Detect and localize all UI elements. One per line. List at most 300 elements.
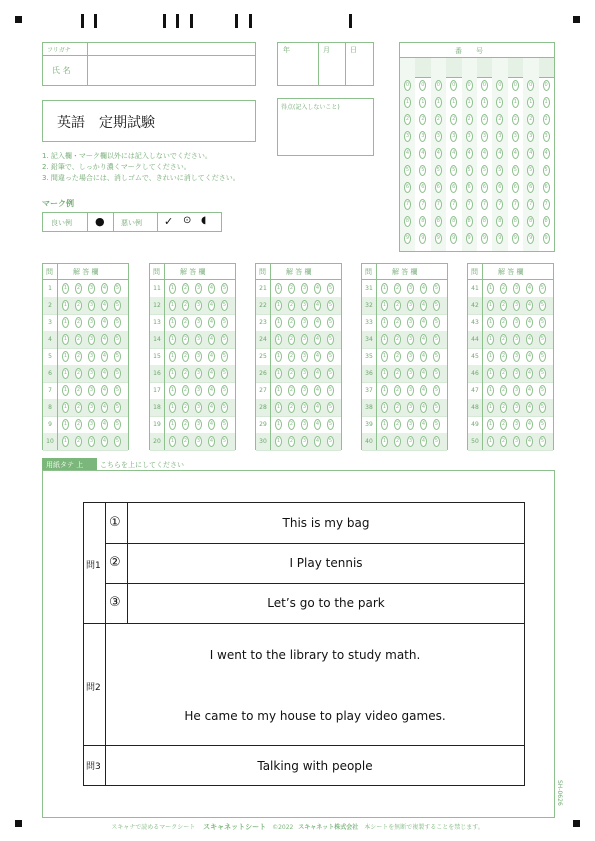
answer-bubble[interactable]: 5 [539, 436, 546, 447]
answer-bubble[interactable]: 1 [275, 317, 282, 328]
answer-bubble[interactable]: 3 [88, 402, 95, 413]
answer-bubble[interactable]: 2 [394, 402, 401, 413]
number-bubble[interactable]: 4 [419, 148, 426, 159]
answer-bubble[interactable]: 1 [381, 351, 388, 362]
answer-bubble[interactable]: 1 [487, 385, 494, 396]
number-bubble[interactable]: 9 [481, 233, 488, 244]
answer-bubble[interactable]: 5 [539, 419, 546, 430]
number-bubble[interactable]: 2 [543, 114, 550, 125]
answer-bubble[interactable]: 4 [420, 436, 427, 447]
answer-bubble[interactable]: 3 [407, 385, 414, 396]
answer-bubble[interactable]: 5 [327, 283, 334, 294]
number-bubble[interactable]: 6 [543, 182, 550, 193]
answer-bubble[interactable]: 1 [169, 436, 176, 447]
number-bubble[interactable]: 9 [419, 233, 426, 244]
answer-bubble[interactable]: 3 [513, 385, 520, 396]
number-bubble[interactable]: 9 [543, 233, 550, 244]
number-bubble[interactable]: 2 [496, 114, 503, 125]
answer-bubble[interactable]: 1 [487, 334, 494, 345]
number-bubble[interactable]: 5 [496, 165, 503, 176]
number-bubble[interactable]: 7 [543, 199, 550, 210]
answer-bubble[interactable]: 1 [169, 317, 176, 328]
number-bubble[interactable]: 4 [435, 148, 442, 159]
number-bubble[interactable]: 7 [527, 199, 534, 210]
answer-bubble[interactable]: 3 [301, 436, 308, 447]
answer-bubble[interactable]: 2 [394, 419, 401, 430]
answer-bubble[interactable]: 3 [88, 419, 95, 430]
number-bubble[interactable]: 1 [419, 97, 426, 108]
answer-bubble[interactable]: 2 [394, 385, 401, 396]
answer-bubble[interactable]: 2 [500, 351, 507, 362]
answer-bubble[interactable]: 5 [539, 283, 546, 294]
answer-bubble[interactable]: 5 [114, 368, 121, 379]
answer-bubble[interactable]: 2 [288, 368, 295, 379]
answer-bubble[interactable]: 2 [182, 385, 189, 396]
answer-bubble[interactable]: 2 [500, 368, 507, 379]
number-bubble[interactable]: 8 [450, 216, 457, 227]
answer-bubble[interactable]: 4 [101, 436, 108, 447]
answer-bubble[interactable]: 3 [88, 317, 95, 328]
answer-bubble[interactable]: 1 [275, 283, 282, 294]
answer-bubble[interactable]: 1 [381, 419, 388, 430]
answer-bubble[interactable]: 5 [433, 402, 440, 413]
answer-bubble[interactable]: 4 [208, 436, 215, 447]
answer-bubble[interactable]: 1 [487, 419, 494, 430]
answer-bubble[interactable]: 4 [420, 402, 427, 413]
answer-bubble[interactable]: 4 [526, 317, 533, 328]
number-bubble[interactable]: 3 [466, 131, 473, 142]
answer-bubble[interactable]: 5 [114, 300, 121, 311]
answer-bubble[interactable]: 3 [513, 334, 520, 345]
answer-bubble[interactable]: 2 [394, 283, 401, 294]
number-bubble[interactable]: 3 [527, 131, 534, 142]
answer-bubble[interactable]: 5 [327, 368, 334, 379]
number-bubble[interactable]: 6 [512, 182, 519, 193]
answer-bubble[interactable]: 4 [314, 402, 321, 413]
answer-bubble[interactable]: 2 [75, 317, 82, 328]
answer-bubble[interactable]: 5 [221, 436, 228, 447]
number-bubble[interactable]: 5 [450, 165, 457, 176]
answer-bubble[interactable]: 3 [513, 402, 520, 413]
answer-bubble[interactable]: 4 [314, 351, 321, 362]
number-bubble[interactable]: 8 [543, 216, 550, 227]
answer-bubble[interactable]: 2 [75, 351, 82, 362]
answer-bubble[interactable]: 2 [500, 385, 507, 396]
answer-bubble[interactable]: 1 [487, 283, 494, 294]
number-bubble[interactable]: 6 [404, 182, 411, 193]
answer-bubble[interactable]: 5 [221, 385, 228, 396]
answer-bubble[interactable]: 2 [75, 385, 82, 396]
number-bubble[interactable]: 0 [496, 80, 503, 91]
answer-bubble[interactable]: 2 [288, 402, 295, 413]
answer-bubble[interactable]: 4 [208, 402, 215, 413]
answer-bubble[interactable]: 4 [526, 351, 533, 362]
answer-bubble[interactable]: 4 [420, 283, 427, 294]
answer-bubble[interactable]: 1 [169, 351, 176, 362]
answer-bubble[interactable]: 3 [407, 419, 414, 430]
answer-bubble[interactable]: 2 [182, 317, 189, 328]
answer-bubble[interactable]: 3 [195, 368, 202, 379]
answer-bubble[interactable]: 1 [487, 300, 494, 311]
number-bubble[interactable]: 0 [450, 80, 457, 91]
answer-bubble[interactable]: 1 [381, 283, 388, 294]
answer-bubble[interactable]: 2 [182, 368, 189, 379]
number-bubble[interactable]: 1 [404, 97, 411, 108]
answer-bubble[interactable]: 5 [114, 351, 121, 362]
answer-bubble[interactable]: 4 [420, 334, 427, 345]
number-bubble[interactable]: 1 [481, 97, 488, 108]
number-bubble[interactable]: 4 [404, 148, 411, 159]
answer-bubble[interactable]: 3 [195, 402, 202, 413]
number-bubble[interactable]: 7 [481, 199, 488, 210]
answer-bubble[interactable]: 3 [195, 283, 202, 294]
number-bubble[interactable]: 2 [404, 114, 411, 125]
answer-bubble[interactable]: 1 [487, 402, 494, 413]
number-bubble[interactable]: 8 [435, 216, 442, 227]
answer-bubble[interactable]: 4 [101, 385, 108, 396]
number-bubble[interactable]: 3 [496, 131, 503, 142]
answer-bubble[interactable]: 3 [195, 351, 202, 362]
number-bubble[interactable]: 2 [481, 114, 488, 125]
answer-bubble[interactable]: 4 [526, 334, 533, 345]
answer-bubble[interactable]: 1 [381, 402, 388, 413]
number-bubble[interactable]: 6 [481, 182, 488, 193]
answer-bubble[interactable]: 4 [314, 436, 321, 447]
answer-bubble[interactable]: 2 [75, 436, 82, 447]
number-bubble[interactable]: 9 [404, 233, 411, 244]
answer-bubble[interactable]: 3 [513, 317, 520, 328]
answer-bubble[interactable]: 5 [221, 368, 228, 379]
answer-bubble[interactable]: 1 [62, 351, 69, 362]
answer-bubble[interactable]: 1 [62, 385, 69, 396]
answer-bubble[interactable]: 3 [301, 419, 308, 430]
number-bubble[interactable]: 9 [450, 233, 457, 244]
answer-bubble[interactable]: 3 [195, 334, 202, 345]
answer-bubble[interactable]: 2 [288, 419, 295, 430]
number-bubble[interactable]: 2 [419, 114, 426, 125]
answer-bubble[interactable]: 2 [75, 368, 82, 379]
answer-bubble[interactable]: 1 [275, 436, 282, 447]
answer-bubble[interactable]: 4 [314, 317, 321, 328]
answer-bubble[interactable]: 5 [539, 351, 546, 362]
answer-bubble[interactable]: 3 [88, 300, 95, 311]
answer-bubble[interactable]: 4 [101, 334, 108, 345]
answer-bubble[interactable]: 4 [314, 385, 321, 396]
number-bubble[interactable]: 1 [466, 97, 473, 108]
answer-bubble[interactable]: 4 [420, 317, 427, 328]
answer-bubble[interactable]: 2 [500, 283, 507, 294]
answer-bubble[interactable]: 4 [208, 351, 215, 362]
answer-bubble[interactable]: 4 [420, 368, 427, 379]
number-bubble[interactable]: 2 [527, 114, 534, 125]
answer-bubble[interactable]: 4 [420, 351, 427, 362]
answer-bubble[interactable]: 5 [221, 334, 228, 345]
answer-bubble[interactable]: 1 [275, 300, 282, 311]
answer-bubble[interactable]: 5 [433, 300, 440, 311]
answer-bubble[interactable]: 5 [221, 351, 228, 362]
answer-bubble[interactable]: 1 [487, 368, 494, 379]
answer-bubble[interactable]: 5 [539, 300, 546, 311]
answer-bubble[interactable]: 4 [420, 300, 427, 311]
number-bubble[interactable]: 7 [496, 199, 503, 210]
number-bubble[interactable]: 5 [404, 165, 411, 176]
answer-bubble[interactable]: 5 [221, 300, 228, 311]
answer-bubble[interactable]: 3 [195, 436, 202, 447]
answer-bubble[interactable]: 4 [208, 300, 215, 311]
answer-bubble[interactable]: 4 [208, 334, 215, 345]
answer-bubble[interactable]: 2 [288, 300, 295, 311]
answer-bubble[interactable]: 5 [433, 385, 440, 396]
answer-bubble[interactable]: 5 [327, 351, 334, 362]
number-bubble[interactable]: 9 [527, 233, 534, 244]
answer-bubble[interactable]: 4 [420, 385, 427, 396]
answer-bubble[interactable]: 1 [169, 368, 176, 379]
number-bubble[interactable]: 0 [543, 80, 550, 91]
number-bubble[interactable]: 0 [512, 80, 519, 91]
answer-bubble[interactable]: 2 [182, 351, 189, 362]
answer-bubble[interactable]: 2 [288, 283, 295, 294]
answer-bubble[interactable]: 1 [62, 334, 69, 345]
number-bubble[interactable]: 4 [527, 148, 534, 159]
number-bubble[interactable]: 2 [435, 114, 442, 125]
answer-bubble[interactable]: 1 [275, 385, 282, 396]
answer-bubble[interactable]: 5 [433, 334, 440, 345]
answer-bubble[interactable]: 3 [513, 283, 520, 294]
answer-bubble[interactable]: 5 [114, 385, 121, 396]
answer-bubble[interactable]: 3 [407, 283, 414, 294]
answer-bubble[interactable]: 4 [208, 283, 215, 294]
name-field[interactable] [89, 57, 254, 84]
number-bubble[interactable]: 8 [404, 216, 411, 227]
answer-bubble[interactable]: 5 [539, 402, 546, 413]
number-bubble[interactable]: 1 [527, 97, 534, 108]
number-bubble[interactable]: 7 [450, 199, 457, 210]
answer-bubble[interactable]: 4 [101, 300, 108, 311]
answer-bubble[interactable]: 2 [500, 436, 507, 447]
number-bubble[interactable]: 0 [481, 80, 488, 91]
answer-bubble[interactable]: 5 [539, 334, 546, 345]
number-bubble[interactable]: 0 [466, 80, 473, 91]
number-bubble[interactable]: 5 [512, 165, 519, 176]
answer-bubble[interactable]: 2 [182, 402, 189, 413]
number-bubble[interactable]: 3 [543, 131, 550, 142]
answer-bubble[interactable]: 5 [539, 385, 546, 396]
number-bubble[interactable]: 3 [404, 131, 411, 142]
answer-bubble[interactable]: 4 [208, 385, 215, 396]
answer-bubble[interactable]: 4 [420, 419, 427, 430]
answer-bubble[interactable]: 4 [208, 317, 215, 328]
number-bubble[interactable]: 8 [419, 216, 426, 227]
answer-bubble[interactable]: 3 [88, 436, 95, 447]
answer-bubble[interactable]: 3 [195, 317, 202, 328]
answer-bubble[interactable]: 5 [433, 317, 440, 328]
answer-bubble[interactable]: 3 [88, 334, 95, 345]
answer-bubble[interactable]: 2 [182, 283, 189, 294]
answer-bubble[interactable]: 5 [327, 419, 334, 430]
number-bubble[interactable]: 1 [543, 97, 550, 108]
answer-bubble[interactable]: 5 [221, 317, 228, 328]
answer-bubble[interactable]: 4 [208, 368, 215, 379]
number-bubble[interactable]: 7 [404, 199, 411, 210]
answer-bubble[interactable]: 5 [433, 419, 440, 430]
number-bubble[interactable]: 3 [419, 131, 426, 142]
answer-bubble[interactable]: 2 [394, 300, 401, 311]
answer-bubble[interactable]: 2 [182, 300, 189, 311]
answer-bubble[interactable]: 3 [407, 402, 414, 413]
answer-bubble[interactable]: 5 [221, 402, 228, 413]
answer-bubble[interactable]: 3 [513, 300, 520, 311]
answer-bubble[interactable]: 5 [327, 300, 334, 311]
answer-bubble[interactable]: 4 [526, 385, 533, 396]
answer-bubble[interactable]: 1 [381, 317, 388, 328]
answer-bubble[interactable]: 2 [500, 419, 507, 430]
answer-bubble[interactable]: 1 [487, 351, 494, 362]
answer-bubble[interactable]: 1 [169, 419, 176, 430]
answer-bubble[interactable]: 1 [381, 436, 388, 447]
number-bubble[interactable]: 7 [419, 199, 426, 210]
number-bubble[interactable]: 5 [466, 165, 473, 176]
number-bubble[interactable]: 6 [527, 182, 534, 193]
answer-bubble[interactable]: 3 [407, 300, 414, 311]
number-bubble[interactable]: 4 [450, 148, 457, 159]
answer-bubble[interactable]: 3 [301, 334, 308, 345]
answer-bubble[interactable]: 5 [539, 368, 546, 379]
answer-bubble[interactable]: 4 [526, 436, 533, 447]
answer-bubble[interactable]: 1 [169, 385, 176, 396]
number-bubble[interactable]: 1 [496, 97, 503, 108]
answer-bubble[interactable]: 4 [208, 419, 215, 430]
answer-bubble[interactable]: 2 [394, 436, 401, 447]
number-bubble[interactable]: 6 [435, 182, 442, 193]
answer-bubble[interactable]: 2 [394, 317, 401, 328]
number-bubble[interactable]: 0 [404, 80, 411, 91]
number-bubble[interactable]: 6 [466, 182, 473, 193]
answer-bubble[interactable]: 1 [275, 351, 282, 362]
number-bubble[interactable]: 6 [496, 182, 503, 193]
number-bubble[interactable]: 3 [481, 131, 488, 142]
answer-bubble[interactable]: 2 [182, 334, 189, 345]
answer-bubble[interactable]: 3 [407, 436, 414, 447]
answer-bubble[interactable]: 1 [381, 368, 388, 379]
number-bubble[interactable]: 8 [512, 216, 519, 227]
number-bubble[interactable]: 4 [512, 148, 519, 159]
answer-bubble[interactable]: 5 [221, 419, 228, 430]
number-bubble[interactable]: 6 [450, 182, 457, 193]
answer-bubble[interactable]: 2 [500, 402, 507, 413]
answer-bubble[interactable]: 2 [288, 317, 295, 328]
answer-bubble[interactable]: 5 [327, 334, 334, 345]
answer-bubble[interactable]: 2 [500, 317, 507, 328]
answer-bubble[interactable]: 1 [275, 334, 282, 345]
number-bubble[interactable]: 0 [435, 80, 442, 91]
answer-bubble[interactable]: 1 [487, 317, 494, 328]
answer-bubble[interactable]: 5 [433, 436, 440, 447]
number-bubble[interactable]: 8 [481, 216, 488, 227]
number-bubble[interactable]: 4 [481, 148, 488, 159]
answer-bubble[interactable]: 2 [288, 385, 295, 396]
answer-bubble[interactable]: 2 [500, 300, 507, 311]
answer-bubble[interactable]: 3 [301, 300, 308, 311]
number-bubble[interactable]: 9 [496, 233, 503, 244]
number-bubble[interactable]: 0 [419, 80, 426, 91]
answer-bubble[interactable]: 3 [407, 368, 414, 379]
number-bubble[interactable]: 1 [512, 97, 519, 108]
number-bubble[interactable]: 0 [527, 80, 534, 91]
answer-bubble[interactable]: 4 [526, 283, 533, 294]
number-bubble[interactable]: 1 [435, 97, 442, 108]
answer-bubble[interactable]: 3 [195, 300, 202, 311]
answer-bubble[interactable]: 5 [327, 385, 334, 396]
answer-bubble[interactable]: 5 [327, 317, 334, 328]
number-bubble[interactable]: 4 [496, 148, 503, 159]
answer-bubble[interactable]: 5 [433, 368, 440, 379]
answer-bubble[interactable]: 3 [195, 419, 202, 430]
number-bubble[interactable]: 8 [496, 216, 503, 227]
answer-bubble[interactable]: 4 [526, 368, 533, 379]
answer-bubble[interactable]: 2 [75, 402, 82, 413]
answer-bubble[interactable]: 2 [75, 419, 82, 430]
number-bubble[interactable]: 7 [512, 199, 519, 210]
answer-bubble[interactable]: 1 [275, 368, 282, 379]
answer-bubble[interactable]: 5 [221, 283, 228, 294]
number-bubble[interactable]: 5 [527, 165, 534, 176]
answer-bubble[interactable]: 2 [75, 334, 82, 345]
answer-bubble[interactable]: 5 [114, 402, 121, 413]
answer-bubble[interactable]: 3 [407, 351, 414, 362]
answer-bubble[interactable]: 5 [114, 317, 121, 328]
answer-bubble[interactable]: 2 [75, 300, 82, 311]
answer-bubble[interactable]: 1 [381, 334, 388, 345]
answer-bubble[interactable]: 3 [88, 283, 95, 294]
answer-bubble[interactable]: 1 [381, 385, 388, 396]
answer-bubble[interactable]: 3 [301, 368, 308, 379]
answer-bubble[interactable]: 1 [62, 300, 69, 311]
answer-bubble[interactable]: 2 [288, 334, 295, 345]
answer-bubble[interactable]: 4 [101, 368, 108, 379]
answer-bubble[interactable]: 1 [169, 283, 176, 294]
number-bubble[interactable]: 1 [450, 97, 457, 108]
answer-bubble[interactable]: 1 [62, 419, 69, 430]
number-bubble[interactable]: 5 [481, 165, 488, 176]
answer-bubble[interactable]: 3 [513, 436, 520, 447]
answer-bubble[interactable]: 4 [101, 351, 108, 362]
number-bubble[interactable]: 3 [512, 131, 519, 142]
answer-bubble[interactable]: 1 [169, 334, 176, 345]
number-bubble[interactable]: 4 [543, 148, 550, 159]
number-bubble[interactable]: 2 [512, 114, 519, 125]
answer-bubble[interactable]: 3 [301, 402, 308, 413]
answer-bubble[interactable]: 2 [288, 351, 295, 362]
answer-bubble[interactable]: 1 [275, 419, 282, 430]
number-bubble[interactable]: 8 [466, 216, 473, 227]
answer-bubble[interactable]: 3 [195, 385, 202, 396]
number-bubble[interactable]: 5 [435, 165, 442, 176]
answer-bubble[interactable]: 5 [114, 334, 121, 345]
answer-bubble[interactable]: 1 [62, 368, 69, 379]
answer-bubble[interactable]: 1 [381, 300, 388, 311]
answer-bubble[interactable]: 4 [526, 419, 533, 430]
answer-bubble[interactable]: 4 [526, 300, 533, 311]
answer-bubble[interactable]: 5 [114, 283, 121, 294]
answer-bubble[interactable]: 2 [182, 436, 189, 447]
answer-bubble[interactable]: 5 [539, 317, 546, 328]
number-bubble[interactable]: 8 [527, 216, 534, 227]
answer-bubble[interactable]: 1 [62, 283, 69, 294]
answer-bubble[interactable]: 5 [114, 419, 121, 430]
number-bubble[interactable]: 6 [419, 182, 426, 193]
answer-bubble[interactable]: 4 [101, 419, 108, 430]
answer-bubble[interactable]: 5 [327, 402, 334, 413]
